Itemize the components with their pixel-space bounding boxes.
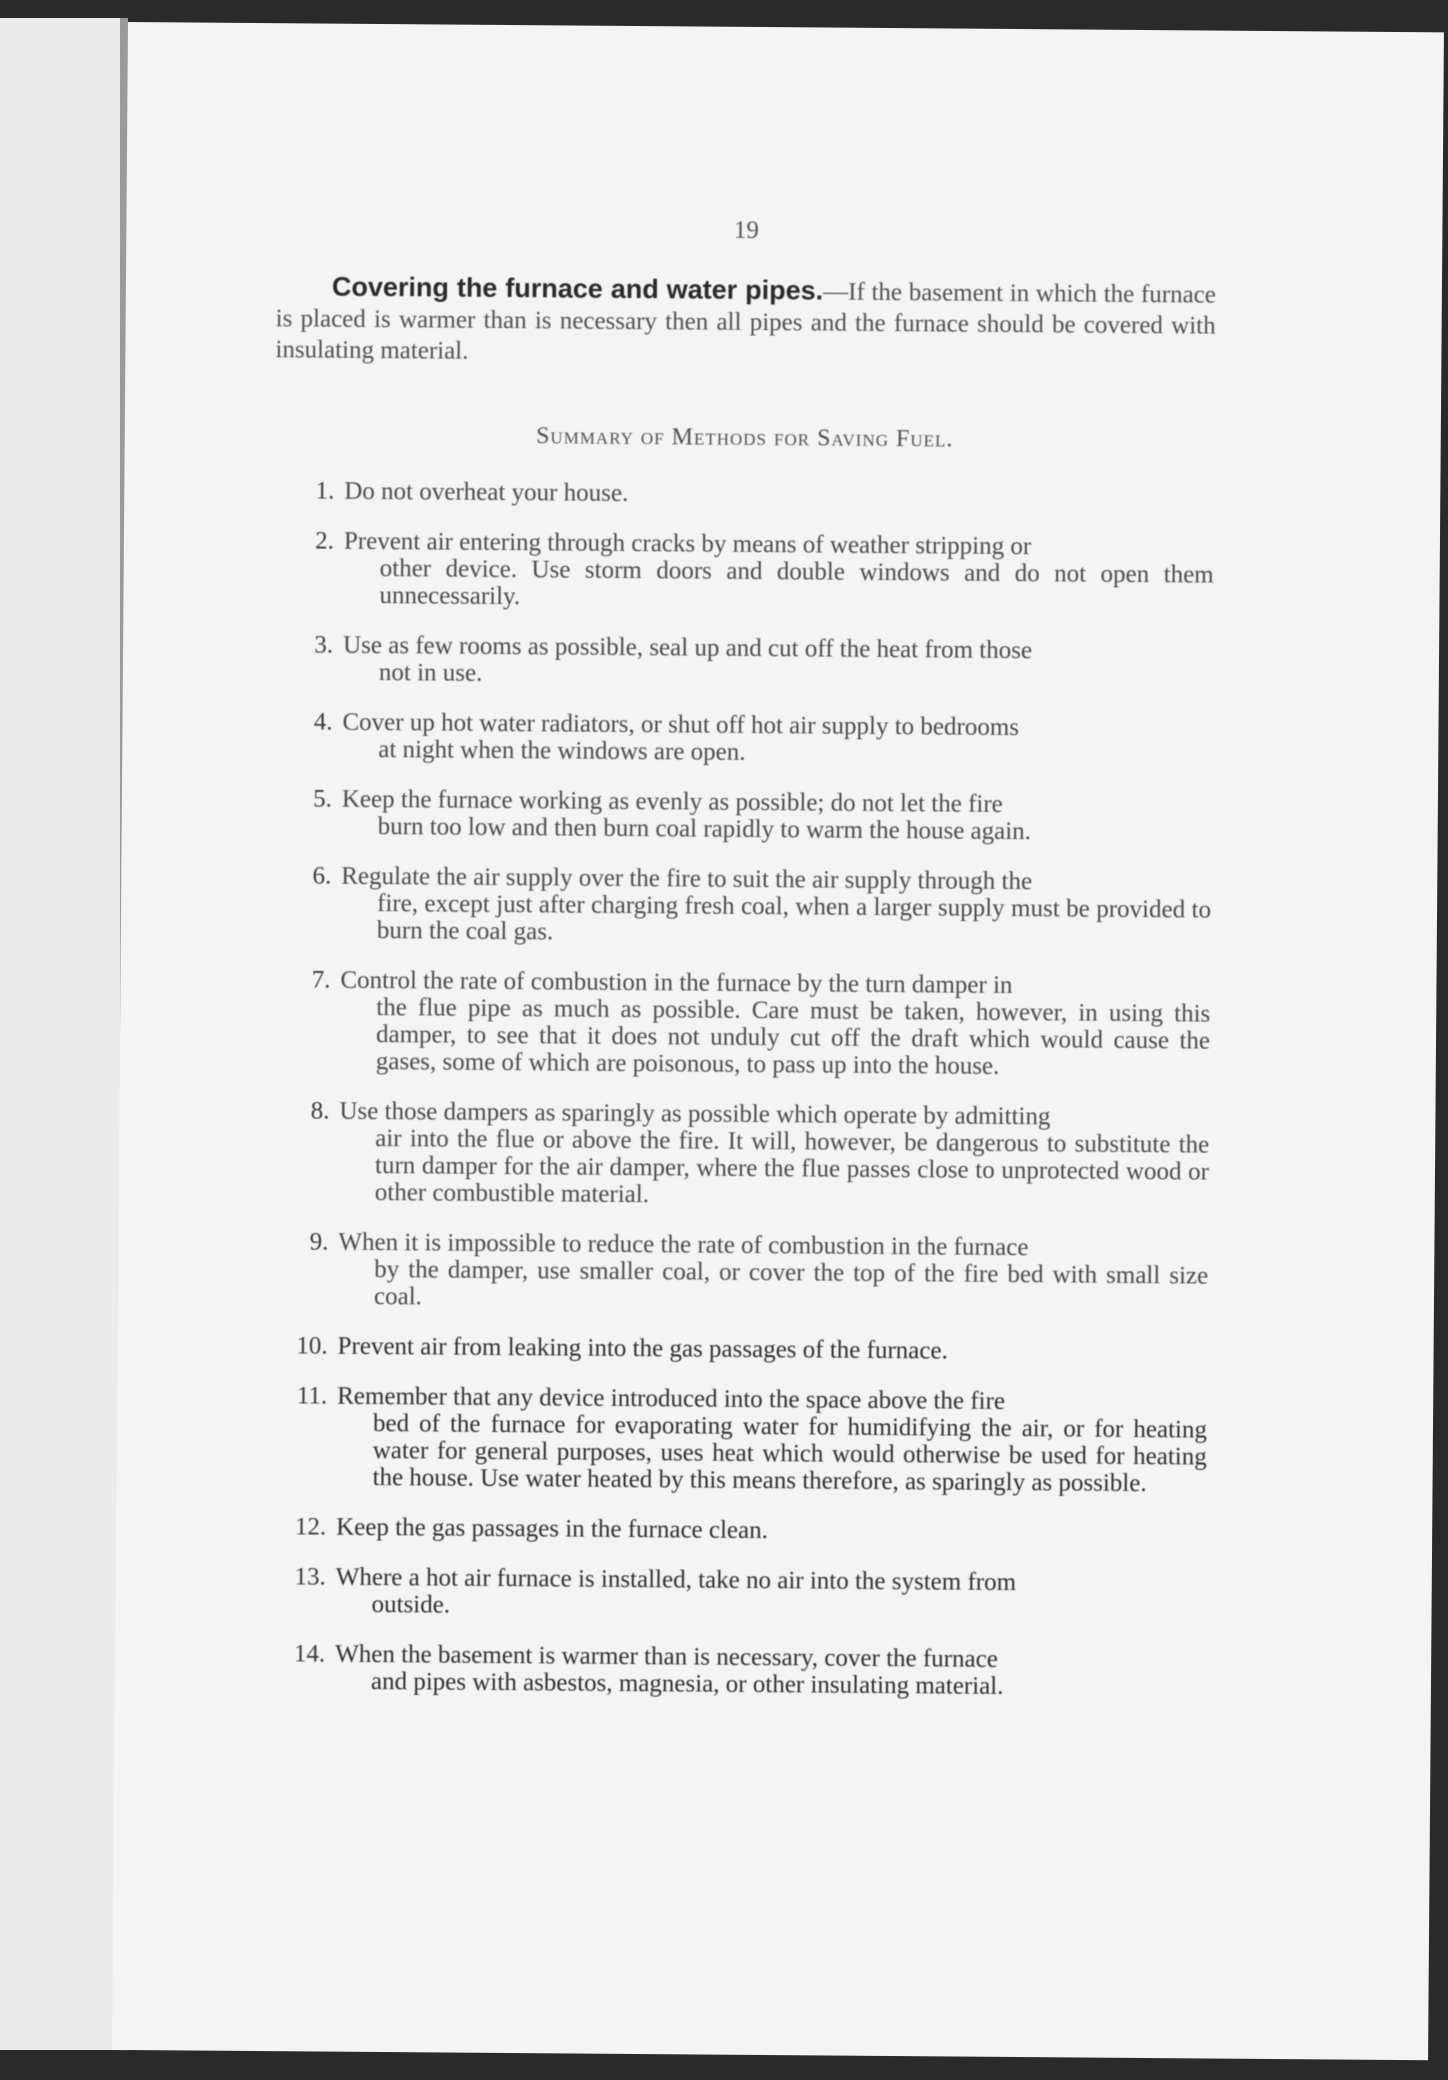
list-item-number: 1.	[315, 477, 335, 505]
list-item-text	[342, 709, 1212, 770]
list-item-number: 12.	[294, 1513, 327, 1541]
list-item-continuation: outside.	[371, 1590, 451, 1619]
list-item-continuation: bed of the furnace for evaporating water for humidifying the air, or for heating water for general purposes, uses heat which would otherwise be used for heating the house. Use water heated by this means therefore, as sparingly as possible.	[372, 1409, 1208, 1498]
list-item-first-line: Keep the furnace working as evenly as possible; do not let the fire	[341, 785, 1003, 818]
list-item-first-line: Prevent air entering through cracks by means of weather stripping or	[343, 527, 1032, 561]
list-item-continuation: the flue pipe as much as possible. Care must be taken, however, in using this damper, to see that it does not unduly cut off the draft which would cause the gases, some of which are poisonous, to pass up into the house.	[375, 993, 1211, 1080]
page-number: 19	[733, 216, 759, 244]
list-item-text	[344, 478, 1214, 512]
list-item	[268, 1228, 1209, 1316]
list-item-first-line: When it is impossible to reduce the rate of combustion in the furnace	[338, 1228, 1029, 1262]
list-item-first-line: Prevent air from leaking into the gas passages of the furnace.	[337, 1332, 948, 1365]
list-item-continuation: air into the flue or above the fire. It will, however, be dangerous to substitute the turn damper for the air damper, where the flue passes close to unprotected wood or other combustible material.	[374, 1124, 1210, 1209]
list-item-text	[336, 1514, 1206, 1548]
methods-list	[265, 477, 1215, 1724]
list-item-continuation: by the damper, use smaller coal, or cover the top of the fire bed with small size coal.	[373, 1255, 1209, 1311]
list-item-number: 6.	[312, 862, 332, 890]
list-item	[272, 785, 1212, 846]
list-item-text	[343, 528, 1214, 616]
list-item-first-line: Use as few rooms as possible, seal up and cut off the heat from those	[343, 631, 1033, 665]
list-item-text	[342, 786, 1212, 847]
list-item-text	[339, 1098, 1210, 1213]
list-item-number: 9.	[309, 1228, 329, 1256]
intro-paragraph	[275, 271, 1216, 372]
list-item-text	[336, 1383, 1207, 1498]
list-item-number: 4.	[313, 708, 333, 736]
list-item	[265, 1563, 1205, 1624]
list-item-continuation: fire, except just after charging fresh coal, when a larger supply must be provided to burn the coal gas.	[376, 889, 1212, 946]
list-item	[265, 1640, 1205, 1701]
list-item-continuation: and pipes with asbestos, magnesia, or other insulating material.	[370, 1667, 1004, 1700]
list-item-continuation: not in use.	[378, 658, 483, 687]
list-item	[269, 1097, 1210, 1212]
list-item-text	[338, 1229, 1209, 1317]
list-item	[272, 708, 1212, 769]
list-item	[270, 966, 1211, 1081]
list-item-text	[341, 863, 1212, 951]
list-item	[273, 527, 1214, 615]
list-item	[273, 631, 1213, 692]
list-item-first-line: Regulate the air supply over the fire to suit the air supply through the	[341, 862, 1033, 896]
list-item-number: 13.	[294, 1563, 326, 1591]
list-item	[266, 1513, 1206, 1547]
page-content	[275, 23, 1218, 1700]
list-item-number: 2.	[315, 527, 335, 555]
list-item	[266, 1382, 1207, 1497]
list-item-number: 14.	[293, 1640, 326, 1668]
list-item-first-line: Do not overheat your house.	[344, 477, 629, 507]
list-item-number: 11.	[296, 1382, 328, 1410]
list-item-continuation: at night when the windows are open.	[378, 735, 746, 766]
list-item	[268, 1332, 1208, 1366]
list-item-first-line: Control the rate of combustion in the furnace by the turn damper in	[340, 966, 1013, 999]
list-item-first-line: Keep the gas passages in the furnace clean.	[336, 1513, 769, 1545]
list-item	[274, 477, 1214, 511]
list-item-text	[335, 1641, 1205, 1702]
list-item-text	[338, 1333, 1208, 1367]
list-item-first-line: Use those dampers as sparingly as possible which operate by admitting	[339, 1097, 1051, 1131]
list-item-number: 7.	[311, 966, 331, 994]
list-item-text	[343, 632, 1213, 693]
list-item-continuation: burn too low and then burn coal rapidly to warm the house again.	[377, 812, 1032, 846]
intro-body: —If the basement in which the furnace is placed is warmer than is necessary then all pipes and the furnace should be covered with insulating material.	[275, 278, 1216, 365]
list-item-first-line: Cover up hot water radiators, or shut off hot air supply to bedrooms	[342, 708, 1020, 742]
list-item-number: 8.	[310, 1097, 330, 1125]
list-item-first-line: When the basement is warmer than is necessary, cover the furnace	[335, 1640, 998, 1673]
list-item-first-line: Remember that any device introduced into the space above the fire	[337, 1382, 1006, 1415]
list-item-number: 3.	[314, 631, 334, 659]
list-item-text	[340, 967, 1211, 1082]
list-item-continuation: other device. Use storm doors and double windows and do not open them unnecessarily.	[379, 554, 1214, 611]
list-item-first-line: Where a hot air furnace is installed, take no air into the system from	[335, 1563, 1017, 1597]
book-page	[112, 22, 1444, 2060]
list-item-text	[335, 1564, 1205, 1625]
section-title: Summary of Methods for Saving Fuel.	[535, 423, 954, 453]
facing-page-edge	[0, 18, 128, 2050]
list-item-number: 10.	[296, 1332, 328, 1360]
list-item	[271, 862, 1212, 950]
intro-lead-heading: Covering the furnace and water pipes.	[331, 271, 824, 306]
list-item-number: 5.	[313, 785, 333, 813]
